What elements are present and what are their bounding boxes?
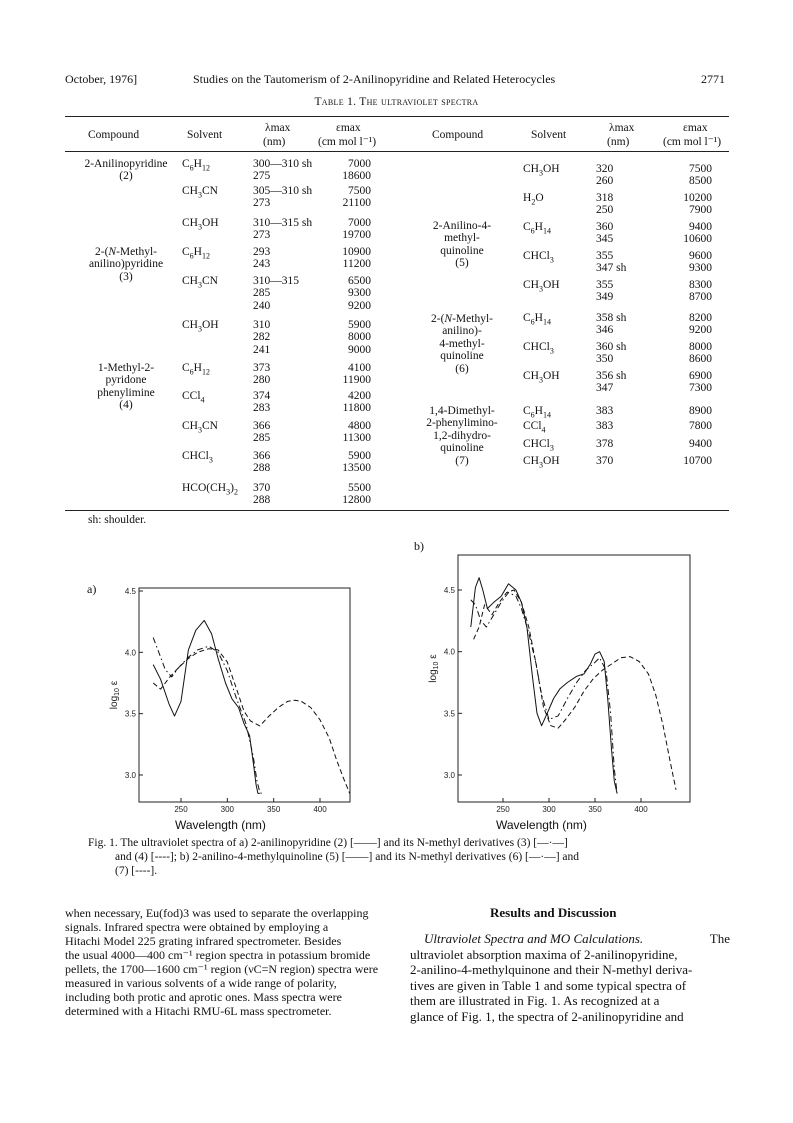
lmax-cell: 240 xyxy=(253,299,271,312)
lmax-cell: 345 xyxy=(596,233,614,246)
y-tick-label: 4.0 xyxy=(124,648,136,658)
y-tick-label: 4.5 xyxy=(124,587,136,596)
col-header-lmax-unit-right: (nm) xyxy=(607,136,630,148)
solvent-cell: CCl$_4$ xyxy=(182,390,205,405)
x-tick-label: 350 xyxy=(588,805,602,814)
header-date: October, 1976] xyxy=(65,72,138,86)
lmax-cell: 318 xyxy=(596,192,614,204)
compound-name: (7) xyxy=(455,454,469,467)
lmax-cell: 370 xyxy=(596,455,614,467)
solvent-cell: $C_6H_{14}$ xyxy=(523,405,551,420)
panel-a-xlabel: Wavelength (nm) xyxy=(175,818,266,832)
compound-name: (3) xyxy=(119,270,133,283)
emax-cell: 7000 xyxy=(348,217,371,229)
solvent-cell: CHCl$_3$ xyxy=(182,450,213,465)
lmax-cell: 273 xyxy=(253,197,271,210)
solvent-cell: $C_6H_{14}$ xyxy=(523,221,551,236)
lmax-cell: 285 xyxy=(253,287,271,300)
emax-cell: 19700 xyxy=(342,229,371,242)
emax-cell: 10600 xyxy=(683,233,712,246)
body-right-line: glance of Fig. 1, the spectra of 2-anilinopyridine and xyxy=(410,1008,684,1024)
emax-cell: 5500 xyxy=(348,482,371,494)
figure-caption-line-2: and (4) [----]; b) 2-anilino-4-methylquinoline (5) [——] and its N-methyl derivatives (6) [—·—] and xyxy=(115,851,580,863)
emax-cell: 5900 xyxy=(348,450,371,462)
solvent-cell: CHCl$_3$ xyxy=(523,341,554,356)
emax-cell: 8200 xyxy=(689,312,712,324)
y-axis-label: $\log_{10} \varepsilon$ xyxy=(428,654,440,683)
page-number: 2771 xyxy=(701,72,725,86)
lmax-cell: 285 xyxy=(253,432,271,445)
lmax-cell: 275 xyxy=(253,170,271,183)
body-left-line: Hitachi Model 225 grating infrared spectrometer. Besides xyxy=(65,934,342,948)
emax-cell: 10200 xyxy=(683,192,712,204)
lmax-cell: 282 xyxy=(253,331,271,344)
emax-cell: 11900 xyxy=(342,374,371,387)
table-footnote: sh: shoulder. xyxy=(88,514,147,526)
emax-cell: 8700 xyxy=(689,291,712,304)
solvent-cell: $CH_3OH$ xyxy=(523,163,560,178)
y-axis-label: $\log_{10} \varepsilon$ xyxy=(109,680,121,710)
y-tick-label: 4.5 xyxy=(443,586,455,595)
emax-cell: 9400 xyxy=(689,438,712,450)
solvent-cell: $C_6H_{12}$ xyxy=(182,362,210,377)
lmax-cell: 283 xyxy=(253,402,271,415)
lmax-cell: 288 xyxy=(253,462,271,475)
body-left-line: signals. Infrared spectra were obtained by employing a xyxy=(65,920,329,934)
emax-cell: 4800 xyxy=(348,420,371,432)
body-left-line: determined with a Hitachi RMU-6L mass spectrometer. xyxy=(65,1004,332,1018)
lmax-cell: 349 xyxy=(596,291,614,304)
compound-name: methyl- xyxy=(444,232,480,245)
col-header-emax-unit-right: (cm mol l⁻¹) xyxy=(663,136,722,148)
body-right-line: tives are given in Table 1 and some typical spectra of xyxy=(410,977,687,993)
lmax-cell: 350 xyxy=(596,353,614,366)
lmax-cell: 250 xyxy=(596,204,614,217)
emax-cell: 7000 xyxy=(348,158,371,170)
x-tick-label: 300 xyxy=(220,805,235,814)
series-line-a-dashed xyxy=(153,649,350,794)
compound-name: quinoline xyxy=(440,244,484,257)
emax-cell: 6500 xyxy=(348,275,371,287)
solvent-cell: CHCl$_3$ xyxy=(523,438,554,453)
emax-cell: 9400 xyxy=(689,221,712,233)
lmax-cell: 305—310 sh xyxy=(253,185,313,197)
solvent-cell: $CH_3OH$ xyxy=(523,455,560,470)
emax-cell: 8000 xyxy=(689,341,712,353)
lmax-cell: 360 sh xyxy=(596,341,627,353)
body-right-line: ultraviolet absorption maxima of 2-anilinopyridine, xyxy=(410,946,678,962)
body-left-line: measured in various solvents of a wide range of polarity, xyxy=(65,976,337,990)
emax-cell: 9000 xyxy=(348,343,371,356)
figure-caption xyxy=(88,836,732,878)
lmax-cell: 360 xyxy=(596,221,614,233)
y-tick-label: 3.0 xyxy=(443,771,455,780)
col-header-lmax-unit: (nm) xyxy=(263,136,286,148)
body-left-line: the usual 4000—400 cm⁻¹ region spectra in potassium bromide xyxy=(65,948,371,962)
emax-cell: 11300 xyxy=(342,432,371,445)
x-tick-label: 250 xyxy=(496,805,510,814)
first-line-tail: The xyxy=(709,931,730,946)
body-right-line: them are illustrated in Fig. 1. As recognized at a xyxy=(410,993,660,1008)
solvent-cell: $CH_3OH$ xyxy=(182,319,219,334)
solvent-cell: CCl$_4$ xyxy=(523,420,546,435)
lmax-cell: 346 xyxy=(596,324,614,337)
lmax-cell: 383 xyxy=(596,420,614,432)
emax-cell: 7300 xyxy=(689,382,712,395)
lmax-cell: 310—315 sh xyxy=(253,217,313,229)
compound-name: 2-Anilinopyridine xyxy=(84,158,168,170)
x-tick-label: 400 xyxy=(634,805,648,814)
solvent-cell: $CH_3CN$ xyxy=(182,185,218,200)
x-tick-label: 350 xyxy=(266,805,281,814)
plot-frame-a xyxy=(139,588,350,802)
lmax-cell: 241 xyxy=(253,343,271,356)
emax-cell: 9200 xyxy=(348,299,371,312)
body-right-column xyxy=(410,931,730,1024)
emax-cell: 21100 xyxy=(342,197,371,210)
lmax-cell: 288 xyxy=(253,494,271,507)
emax-cell: 9200 xyxy=(689,324,712,337)
emax-cell: 8900 xyxy=(689,405,712,417)
solvent-cell: $C_6H_{14}$ xyxy=(523,312,551,327)
series-line-a-solid xyxy=(153,620,260,793)
lmax-cell: 273 xyxy=(253,229,271,242)
col-header-emax-unit: (cm mol l⁻¹) xyxy=(318,136,377,148)
y-tick-label: 3.5 xyxy=(443,709,455,719)
compound-name: 2-Anilino-4- xyxy=(432,220,492,232)
solvent-cell: $CH_3CN$ xyxy=(182,275,218,290)
y-tick-label: 3.5 xyxy=(124,709,136,719)
lmax-cell: 347 xyxy=(596,382,614,395)
lmax-cell: 260 xyxy=(596,175,614,188)
compound-name: 2-phenylimino- xyxy=(426,417,498,430)
col-header-solvent: Solvent xyxy=(187,129,223,141)
lmax-cell: 366 xyxy=(253,420,271,432)
body-right-line: 2-anilino-4-methylquinone and their N-methyl deriva- xyxy=(410,962,693,977)
y-tick-label: 3.0 xyxy=(124,771,136,780)
lmax-cell: 366 xyxy=(253,450,271,462)
compound-name: phenylimine xyxy=(97,386,155,399)
compound-name: (5) xyxy=(455,257,469,270)
section-title: Results and Discussion xyxy=(490,905,617,920)
compound-name: 1-Methyl-2- xyxy=(97,362,155,374)
emax-cell: 4200 xyxy=(348,390,371,402)
solvent-cell: CHCl$_3$ xyxy=(523,250,554,265)
col-header-lmax-right: λmax xyxy=(609,122,635,134)
compound-name: (2) xyxy=(119,170,133,183)
lmax-cell: 293 xyxy=(253,246,271,258)
series-line-b-dash-dot xyxy=(471,593,617,794)
compound-name: anilino)- xyxy=(442,325,482,338)
lmax-cell: 310 xyxy=(253,319,271,331)
lmax-cell: 300—310 sh xyxy=(253,158,313,170)
compound-name: 2-(N-Methyl- xyxy=(95,246,157,258)
col-header-compound-right: Compound xyxy=(432,129,484,141)
compound-name: 1,2-dihydro- xyxy=(433,429,491,442)
solvent-cell: $CH_3CN$ xyxy=(182,420,218,435)
emax-cell: 13500 xyxy=(342,462,371,475)
emax-cell: 6900 xyxy=(689,370,712,382)
compound-name: (6) xyxy=(455,362,469,375)
body-left-line: when necessary, Eu(fod)3 was used to separate the overlapping xyxy=(65,906,369,920)
solvent-cell: $C_6H_{12}$ xyxy=(182,246,210,261)
body-left-line: pellets, the 1700—1600 cm⁻¹ region (νC=N region) spectra were xyxy=(65,962,379,976)
emax-cell: 7500 xyxy=(689,163,712,175)
lmax-cell: 243 xyxy=(253,258,271,271)
emax-cell: 11800 xyxy=(342,402,371,415)
panel-b-label: b) xyxy=(414,539,424,553)
figure-caption-line-1: Fig. 1. The ultraviolet spectra of a) 2-anilinopyridine (2) [——] and its N-methyl derivatives (3) [—·—] xyxy=(88,837,568,849)
body-left-line: including both protic and aprotic ones. Mass spectra were xyxy=(65,990,342,1004)
lmax-cell: 358 sh xyxy=(596,312,627,324)
col-header-emax: εmax xyxy=(336,122,361,134)
emax-cell: 8300 xyxy=(689,279,712,291)
compound-name: anilino)pyridine xyxy=(88,258,164,271)
emax-cell: 9600 xyxy=(689,250,712,262)
lmax-cell: 310—315 xyxy=(253,275,299,287)
emax-cell: 18600 xyxy=(342,170,371,183)
lmax-cell: 370 xyxy=(253,482,271,494)
emax-cell: 7500 xyxy=(348,185,371,197)
series-line-b-dashed xyxy=(474,590,676,790)
compound-name: 1,4-Dimethyl- xyxy=(429,405,495,417)
series-line-b-solid xyxy=(471,578,617,794)
lmax-cell: 373 xyxy=(253,362,271,374)
emax-cell: 12800 xyxy=(342,494,371,507)
lmax-cell: 374 xyxy=(253,390,271,402)
emax-cell: 9300 xyxy=(348,287,371,300)
emax-cell: 7900 xyxy=(689,204,712,217)
x-tick-label: 400 xyxy=(313,805,327,814)
emax-cell: 8600 xyxy=(689,353,712,366)
x-tick-label: 250 xyxy=(174,805,188,814)
solvent-cell: $CH_3OH$ xyxy=(523,279,560,294)
x-tick-label: 300 xyxy=(542,805,556,814)
lmax-cell: 347 sh xyxy=(596,262,627,275)
panel-b-xlabel: Wavelength (nm) xyxy=(496,818,587,832)
solvent-cell: $H_2O$ xyxy=(523,192,544,207)
compound-name: quinoline xyxy=(440,442,484,455)
header-title: Studies on the Tautomerism of 2-Anilinopyridine and Related Heterocycles xyxy=(193,72,556,86)
body-left-column xyxy=(65,906,387,1018)
solvent-cell: $CH_3OH$ xyxy=(182,217,219,232)
table-header-rule xyxy=(65,151,729,152)
lmax-cell: 356 sh xyxy=(596,370,627,382)
col-header-emax-right: εmax xyxy=(683,122,708,134)
lmax-cell: 280 xyxy=(253,374,271,387)
solvent-cell: $C_6H_{12}$ xyxy=(182,158,210,173)
emax-cell: 10700 xyxy=(683,455,712,467)
col-header-compound: Compound xyxy=(88,129,140,141)
compound-name: 2-(N-Methyl- xyxy=(431,313,493,325)
figure-1 xyxy=(0,550,793,840)
compound-name: quinoline xyxy=(440,350,484,363)
lmax-cell: 320 xyxy=(596,163,614,175)
emax-cell: 4100 xyxy=(348,362,371,374)
lmax-cell: 378 xyxy=(596,438,614,450)
body-right-first-line xyxy=(410,931,730,947)
panel-a-label: a) xyxy=(87,582,97,596)
figure-caption-line-3: (7) [----]. xyxy=(115,865,158,877)
col-header-solvent-right: Solvent xyxy=(531,129,567,141)
series-line-a-dash-dot xyxy=(153,638,261,794)
lmax-cell: 355 xyxy=(596,250,614,262)
emax-cell: 8500 xyxy=(689,175,712,188)
emax-cell: 10900 xyxy=(342,246,371,258)
emax-cell: 8000 xyxy=(348,331,371,344)
table-bottom-rule xyxy=(65,510,729,511)
table-caption: Table 1. The ultraviolet spectra xyxy=(314,96,479,108)
solvent-cell: $CH_3OH$ xyxy=(523,370,560,385)
emax-cell: 9300 xyxy=(689,262,712,275)
solvent-cell: $HCO(CH_3)_2$ xyxy=(182,482,238,497)
y-tick-label: 4.0 xyxy=(443,647,455,657)
col-header-lmax: λmax xyxy=(265,122,291,134)
table-top-rule xyxy=(65,116,729,117)
lmax-cell: 355 xyxy=(596,279,614,291)
emax-cell: 5900 xyxy=(348,319,371,331)
compound-name: (4) xyxy=(119,399,133,412)
compound-name: 4-methyl- xyxy=(439,337,485,350)
compound-name: pyridone xyxy=(105,374,147,387)
emax-cell: 7800 xyxy=(689,420,712,432)
lmax-cell: 383 xyxy=(596,405,614,417)
emax-cell: 11200 xyxy=(342,258,371,271)
subheading: Ultraviolet Spectra and MO Calculations. xyxy=(424,931,644,946)
